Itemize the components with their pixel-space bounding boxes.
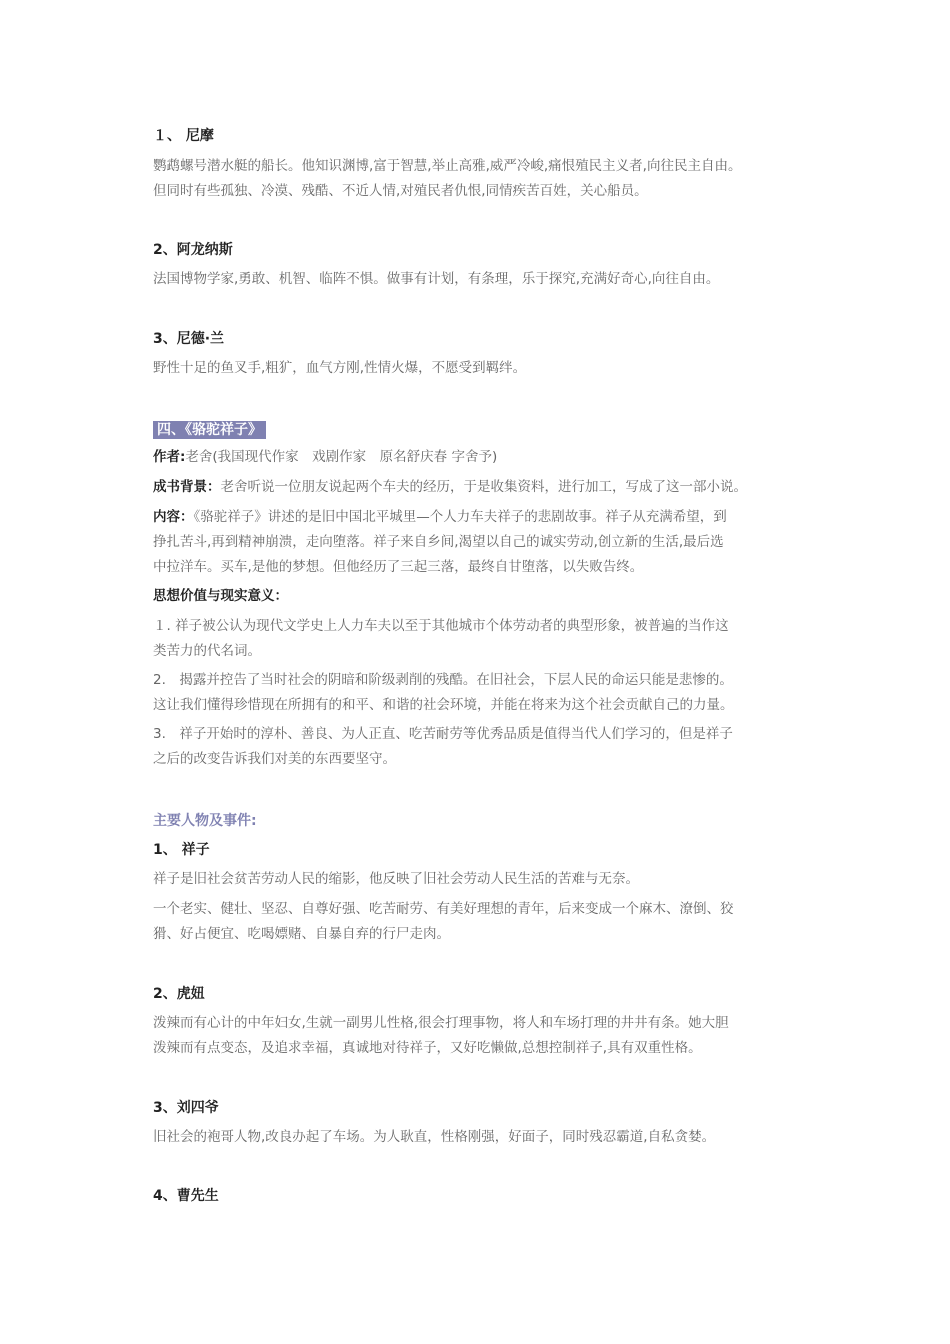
character-title-liusiye: 3、刘四爷 [153, 1100, 219, 1116]
text-line: 中拉洋车。买车,是他的梦想。但他经历了三起三落，最终自甘堕落，以失败告终。 [153, 559, 644, 575]
character-desc-xiangzi [153, 867, 813, 947]
text-line: 一个老实、健壮、坚忍、自尊好强、吃苦耐劳、有美好理想的青年，后来变成一个麻木、潦倒、狡 [153, 901, 734, 917]
text-line: 3. 祥子开始时的淳朴、善良、为人正直、吃苦耐劳等优秀品质是值得当代人们学习的，但是祥子 [153, 726, 733, 742]
character-desc-nemo [153, 154, 813, 204]
text-line: 2. 揭露并控告了当时社会的阴暗和阶级剥削的残酷。在旧社会，下层人民的命运只能是悲惨的。 [153, 672, 733, 688]
text-line: 祥子是旧社会贫苦劳动人民的缩影，他反映了旧社会劳动人民生活的苦难与无奈。 [153, 871, 639, 887]
author-value: 老舍(我国现代作家 戏剧作家 原名舒庆春 字舍予) [185, 449, 498, 465]
character-title-ned-land: 3、尼德·兰 [153, 331, 225, 347]
section-heading [153, 419, 813, 440]
character-desc-huniu [153, 1011, 813, 1061]
text-line: 这让我们懂得珍惜现在所拥有的和平、和谐的社会环境，并能在将来为这个社会贡献自己的力量。 [153, 697, 734, 713]
text-line: 鹦鹉螺号潜水艇的船长。他知识渊博,富于智慧,举止高雅,威严冷峻,痛恨殖民主义者,向往民主自由。 [153, 158, 742, 174]
text-line: 泼辣而有心计的中年妇女,生就一副男儿性格,很会打理事物，将人和车场打理的井井有条。她大胆 [153, 1015, 729, 1031]
text-line: 猾、好占便宜、吃喝嫖赌、自暴自弃的行尸走肉。 [153, 926, 450, 942]
text-line: １. 祥子被公认为现代文学史上人力车夫以至于其他城市个体劳动者的典型形象，被普遍的当作这 [153, 618, 729, 634]
text-line: 但同时有些孤独、冷漠、残酷、不近人情,对殖民者仇恨,同情疾苦百姓，关心船员。 [153, 183, 648, 199]
text-line: 法国博物学家,勇敢、机智、临阵不惧。做事有计划，有条理，乐于探究,充满好奇心,向往自由。 [153, 271, 720, 287]
character-title-aronnax: 2、阿龙纳斯 [153, 242, 233, 258]
background-line [153, 475, 813, 500]
character-title-huniu: 2、虎妞 [153, 986, 205, 1002]
character-title-nemo: １、 尼摩 [153, 128, 214, 144]
author-line [153, 445, 813, 470]
character-title-mr-cao: 4、曹先生 [153, 1188, 219, 1204]
value-point-2 [153, 668, 813, 718]
text-line: 挣扎苦斗,再到精神崩溃，走向堕落。祥子来自乡间,渴望以自己的诚实劳动,创立新的生活,最后选 [153, 534, 724, 550]
background-value: 老舍听说一位朋友说起两个车夫的经历，于是收集资料，进行加工，写成了这一部小说。 [220, 479, 747, 495]
text-line: 野性十足的鱼叉手,粗犷，血气方刚,性情火爆，不愿受到羁绊。 [153, 360, 527, 376]
text-line: 泼辣而有点变态，及追求幸福，真诚地对待祥子，又好吃懒做,总想控制祥子,具有双重性格。 [153, 1040, 702, 1056]
content-paragraph [153, 505, 813, 580]
character-title-xiangzi: 1、 祥子 [153, 842, 210, 858]
background-label: 成书背景： [153, 479, 221, 495]
characters-heading: 主要人物及事件: [153, 813, 257, 829]
author-label: 作者: [153, 449, 186, 465]
section-heading-highlight: 四、《骆驼祥子》 [153, 421, 266, 439]
text-line: 内容：《骆驼祥子》讲述的是旧中国北平城里—个人力车夫祥子的悲剧故事。祥子从充满希望，到 [153, 509, 727, 525]
value-point-3 [153, 722, 813, 772]
character-desc-aronnax [153, 267, 813, 292]
text-line: 之后的改变告诉我们对美的东西要坚守。 [153, 751, 396, 767]
value-point-1 [153, 614, 813, 664]
text-line: 旧社会的袍哥人物,改良办起了车场。为人耿直，性格刚强，好面子，同时残忍霸道,自私贪婪。 [153, 1129, 716, 1145]
content-label: 内容： [153, 509, 194, 525]
value-heading: 思想价值与现实意义： [153, 588, 288, 604]
character-desc-ned-land [153, 356, 813, 381]
text-line: 类苦力的代名词。 [153, 643, 261, 659]
character-desc-liusiye [153, 1125, 813, 1150]
